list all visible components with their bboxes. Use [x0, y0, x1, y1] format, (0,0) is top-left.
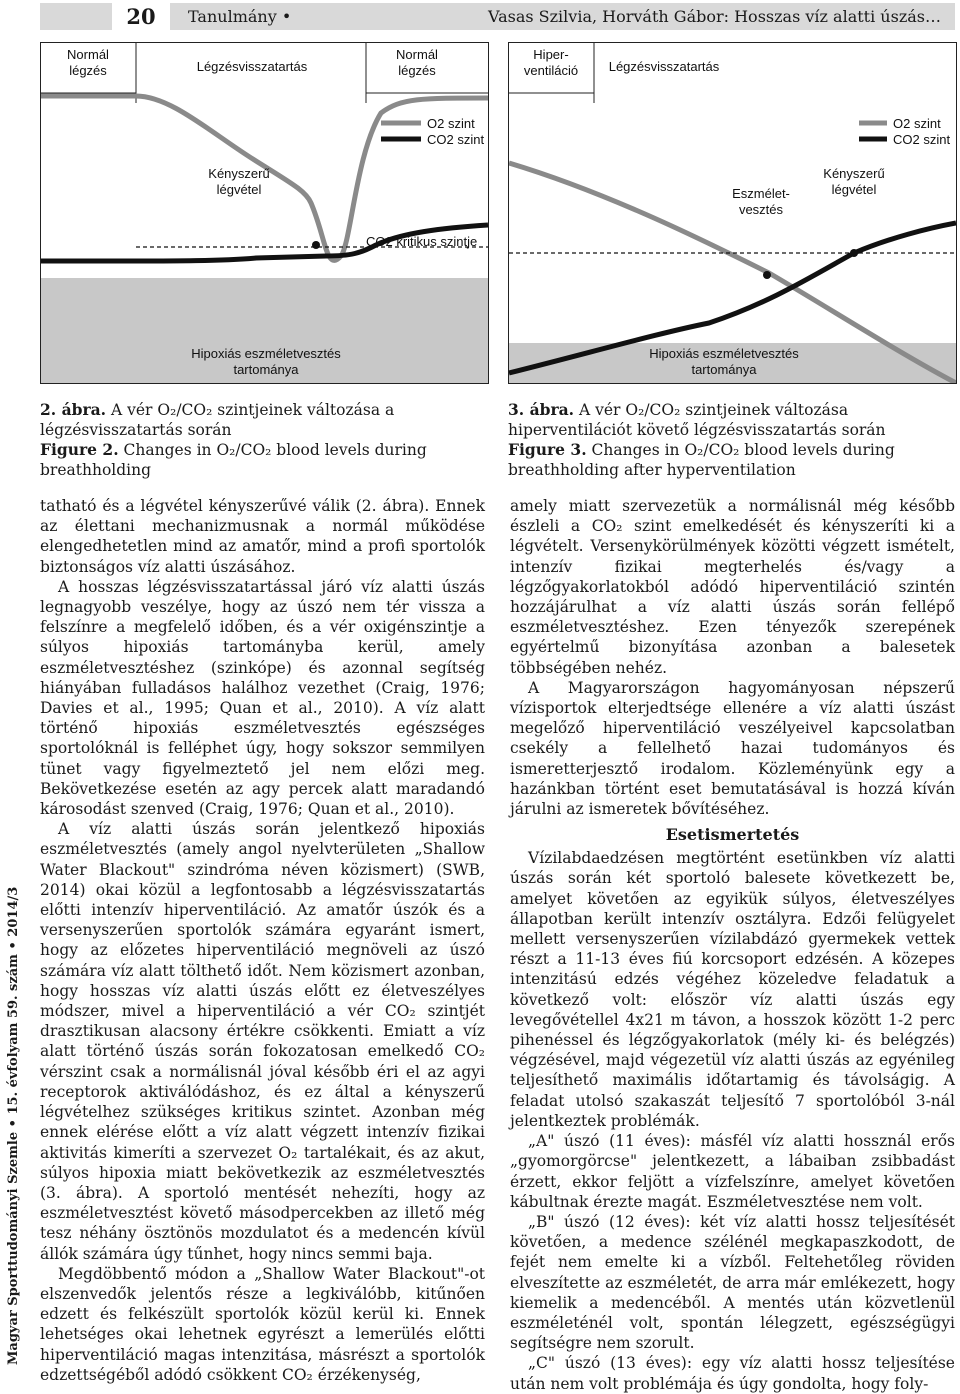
label-forced-breath: Kényszerű légvétel [208, 166, 270, 197]
paragraph: A hosszas légzésvisszatartással járó víz alatti úszás legnagyobb veszélye, hogy az úszó nem tér vissza a felszínre a megfelelő időben, és a vér oxigénszintje a súlyos hipoxiás tartományba kerül, amely eszméletvesztéshez (szinkópe) és azonnal segítség hiányában fulladásos halálhoz vezethet (Craig, 1976; Davies et al., 1995; Quan et al., 2010). A víz alatt történő hipoxiás eszméletvesztés egészséges sportolóknál is felléphet úgy, hogy sokszor semmilyen tünet vagy figyelmeztető jel nem előzi meg. Bekövetkezése esetén az agy percek alatt maradandó károsodást szenved (Craig, 1976; Quan et al., 2010). [40, 577, 485, 819]
caption-label-en: Figure 3. [508, 440, 587, 459]
caption-label: 2. ábra. [40, 400, 107, 419]
journal-sidebar: Magyar Sporttudományi Szemle • 15. évfolyam 59. szám • 2014/3 [6, 886, 21, 1365]
caption-label: 3. ábra. [508, 400, 575, 419]
legend-co2: CO2 szint [893, 132, 951, 147]
legend-o2: O2 szint [427, 116, 475, 131]
paragraph: Megdöbbentő módon a „Shallow Water Blackout"-ot elszenvedők jelentős része a legkiválóbb, kitűnően edzett és felkészült sportolók közül kerül ki. Ennek lehetséges okai lehetnek egyrészt a lemerülés előtti hiperventiláció magas intenzitása, másrészt a sportolók edzettségéből adódó csökkent CO₂ érzékenység, [40, 1264, 485, 1384]
paragraph: „A" úszó (11 éves): másfél víz alatti hossznál erős „gyomorgörcse" jelentkezett, a lábaiban zsibbadást érzett, ekkor feljött a vízfelszínre, amelyet követően kábultnak érezte magát. Eszméletvesztése nem volt. [510, 1132, 955, 1211]
caption-label-en: Figure 2. [40, 440, 119, 459]
label-breathhold: Légzésvisszatartás [608, 59, 720, 74]
label-co2-critical: CO2 kritikus szintje [366, 234, 478, 249]
blackout-marker [763, 271, 771, 279]
page-header [40, 3, 955, 30]
caption-hu: A vér O₂/CO₂ szintjeinek változása hiperventilációt követő légzésvisszatartás során [508, 401, 886, 439]
paragraph: amely miatt szervezetük a normálisnál még később észleli a CO₂ szint emelkedését és kényszeríti ki a légvételt. Versenykörülmények közötti végzett ismételt, intenzív fizikai megterhelés és/vagy a légzőgyakorlatokból adódó hiperventiláció szintén hozzájárulhat a víz alatti úszás során fellépő eszméletvesztéshez. Ezen tényezők szerepének egyértelmű bizonyítása azonban a balesetek többségében nehéz. [510, 497, 955, 677]
label-hypoxia-zone: Hipoxiás eszméletvesztés tartománya [649, 346, 799, 377]
label-hypoxia-zone: Hipoxiás eszméletvesztés tartománya [191, 346, 341, 377]
label-hyperventilation: Hiper-ventiláció [523, 47, 579, 78]
paragraph: „C" úszó (13 éves): egy víz alatti hossz teljesítése után nem volt problémája és úgy gondolta, hogy foly- [510, 1354, 955, 1393]
forced-breath-marker [850, 249, 858, 257]
paragraph: A víz alatti úszás során jelentkező hipoxiás eszméletvesztés (amely angol nyelvterületen „Shallow Water Blackout" szindróma néven közismert) (SWB, 2014) okai közül a legfontosabb a légzésvisszatartás előtti intenzív hiperventiláció. Az amatőr úszók és a versenyszerűen sportolók számára egyaránt ismert, hogy az előzetes hiperventiláció megnöveli az úszó számára víz alatt tölthető időt. Nem közismert azonban, hogy hosszas víz alatti úszás előtt ez életveszélyes módszer, mivel a hiperventiláció a vér CO₂ szintjét drasztikusan alacsony értékre csökkenti. Emiatt a víz alatt történő úszás során fokozatosan emelkedő CO₂ vérszint csak a normálisnál jóval később éri el az agyi receptorok aktiválódáshoz, és ez által a kényszerű légvételhez szükséges kritikus szintet. Azonban még ennek elérése előtt a víz alatt végzett intenzív fizikai aktivitás kimeríti a szervezet O₂ tartalékait, és az akut, súlyos hipoxia miatt bekövetkezik az eszméletvesztés (3. ábra). A sportoló mentését nehezíti, hogy az eszméletvesztést követő másodpercekben az illető még tesz néhány ösztönös mozdulatot és a medencén kívül állók számára úgy tűnhet, hogy nincs semmi baja. [40, 820, 485, 1263]
figure-2-diagram [41, 43, 488, 383]
figure-3-caption [508, 400, 953, 480]
legend-o2: O2 szint [893, 116, 941, 131]
paragraph: Vízilabdaedzésen megtörtént esetünkben víz alatti úszás során két sportoló balesete következett be, amelyet követően az egyikük súlyos, életveszélyes állapotban került intenzív osztályra. Edzői felügyelet mellett versenyszerűen vízilabdázó gyermekek vettek részt a 11-13 éves fiú korcsoport edzésén. A közepes intenzitású edzés végéhez közeledve feladatuk a következő volt: először víz alatti úszás egy levegővétellel 4x21 m távon, a hosszok között 1-2 perc pihenéssel és légzőgyakorlatok (mély ki- és belégzés) végzésével, majd végezetül víz alatti úszás az egyénileg teljesíthető maximális időtartamig és távolságig. A feladat utolsó szakaszát teljesítő 7 sportolóból 3-nál jelentkeztek problémák. [510, 849, 955, 1130]
figure-2 [40, 42, 489, 384]
left-column [40, 496, 485, 1385]
right-column [510, 496, 955, 1394]
label-normal-2: Normál légzés [396, 47, 438, 78]
paragraph: tatható és a légvétel kényszerűvé válik (2. ábra). Ennek az élettani mechanizmusnak a normál működése elengedhetetlen mind az amatőr, mind a profi sportolók biztonságos víz alatti úszásához. [40, 497, 485, 576]
running-title: Vasas Szilvia, Horváth Gábor: Hosszas víz alatti úszás… [487, 7, 941, 26]
caption-en: Changes in O₂/CO₂ blood levels during breathholding after hyperventilation [508, 441, 895, 479]
caption-en: Changes in O₂/CO₂ blood levels during breathholding [40, 441, 427, 479]
label-normal-1: Normál légzés [67, 47, 109, 78]
caption-hu: A vér O₂/CO₂ szintjeinek változása a légzésvisszatartás során [40, 401, 395, 439]
paragraph: „B" úszó (12 éves): két víz alatti hossz teljesítését követően, a medence szélénél megkapaszkodott, de fejét nem emelte ki a vízből. Feltehetőleg röviden elveszítette az eszméletét, de arra már emlékezett, hogy kiemelik a medencéből. A mentés után közvetlenül eszméleténél volt, spontán lélegzett, egészségügyi segítségre nem szorult. [510, 1212, 955, 1353]
figure-3-diagram [509, 43, 956, 383]
figure-2-caption [40, 400, 485, 480]
label-blackout: Eszmélet-vesztés [732, 186, 790, 217]
section-heading: Esetismertetés [665, 825, 800, 845]
figure-3 [508, 42, 957, 384]
legend-co2: CO2 szint [427, 132, 485, 147]
forced-breath-marker [312, 241, 320, 249]
paragraph: A Magyarországon hagyományosan népszerű vízisportok elterjedtsége ellenére a víz alatti úszást megelőző hiperventiláció veszélyeivel kapcsolatban csekély a fellelhető hazai tudományos és ismeretterjesztő irodalom. Közleményünk egy a hazánkban történt eset bemutatásával is hozzá kíván járulni az ismeretek bővítéséhez. [510, 678, 955, 819]
label-breathhold: Légzésvisszatartás [196, 59, 308, 74]
section-title: Tanulmány • [188, 7, 292, 26]
label-forced-breath: Kényszerű légvétel [823, 166, 885, 197]
page-number: 20 [112, 3, 170, 30]
